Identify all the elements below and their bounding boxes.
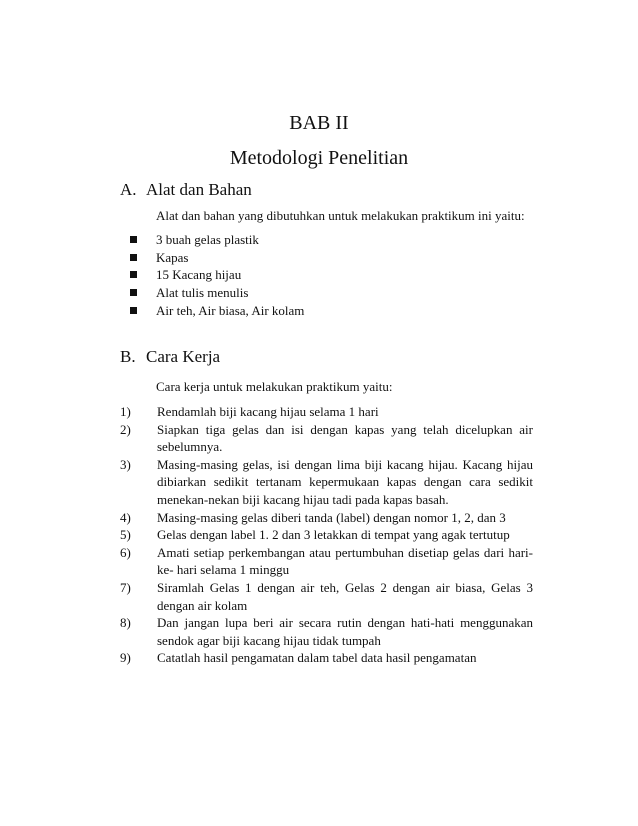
- list-item: 6) Amati setiap perkembangan atau pertumbuhan disetiap gelas dari hari-ke- hari selama 1 minggu: [120, 544, 533, 578]
- list-item: 7) Siramlah Gelas 1 dengan air teh, Gelas 2 dengan air biasa, Gelas 3 dengan air kolam: [120, 579, 533, 613]
- section-a-letter: A.: [120, 180, 137, 199]
- list-item: Alat tulis menulis: [130, 284, 304, 302]
- list-item: 9) Catatlah hasil pengamatan dalam tabel data hasil pengamatan: [120, 650, 477, 666]
- materials-list: [130, 231, 304, 320]
- section-b-letter: B.: [120, 347, 136, 366]
- list-item: 15 Kacang hijau: [130, 266, 304, 284]
- chapter-title: Metodologi Penelitian: [229, 147, 409, 169]
- square-bullet-icon: [130, 289, 137, 296]
- section-b-intro: Cara kerja untuk melakukan praktikum yaitu:: [156, 379, 393, 394]
- section-a-heading: [120, 180, 252, 200]
- procedure-list: [120, 403, 533, 667]
- list-item: 3) Masing-masing gelas, isi dengan lima biji kacang hijau. Kacang hijau dibiarkan sedikit tertanam kepermukaan kapas dengan cara sedikit menekan-nekan biji kacang hijau tadi pada kapas basah.: [120, 456, 533, 507]
- section-a-title: Alat dan Bahan: [146, 180, 252, 199]
- list-item: 3 buah gelas plastik: [130, 231, 304, 249]
- list-item: Kapas: [130, 249, 304, 267]
- list-item: 4) Masing-masing gelas diberi tanda (label) dengan nomor 1, 2, dan 3: [120, 509, 506, 525]
- section-a-intro: Alat dan bahan yang dibutuhkan untuk melakukan praktikum ini yaitu:: [156, 208, 525, 223]
- square-bullet-icon: [130, 307, 137, 314]
- section-b-title: Cara Kerja: [146, 347, 221, 366]
- list-item: 1) Rendamlah biji kacang hijau selama 1 hari: [120, 404, 379, 419]
- list-item: 8) Dan jangan lupa beri air secara rutin dengan hati-hati menggunakan sendok agar biji kacang hijau tidak tumpah: [120, 615, 533, 648]
- chapter-number: BAB II: [289, 112, 349, 134]
- list-item: Air teh, Air biasa, Air kolam: [130, 302, 304, 320]
- square-bullet-icon: [130, 254, 137, 261]
- square-bullet-icon: [130, 271, 137, 278]
- section-b-heading: [120, 347, 220, 367]
- square-bullet-icon: [130, 236, 137, 243]
- list-item: 5) Gelas dengan label 1. 2 dan 3 letakkan di tempat yang agak tertutup: [120, 527, 510, 543]
- list-item: 2) Siapkan tiga gelas dan isi dengan kapas yang telah dicelupkan air sebelumnya.: [120, 421, 533, 455]
